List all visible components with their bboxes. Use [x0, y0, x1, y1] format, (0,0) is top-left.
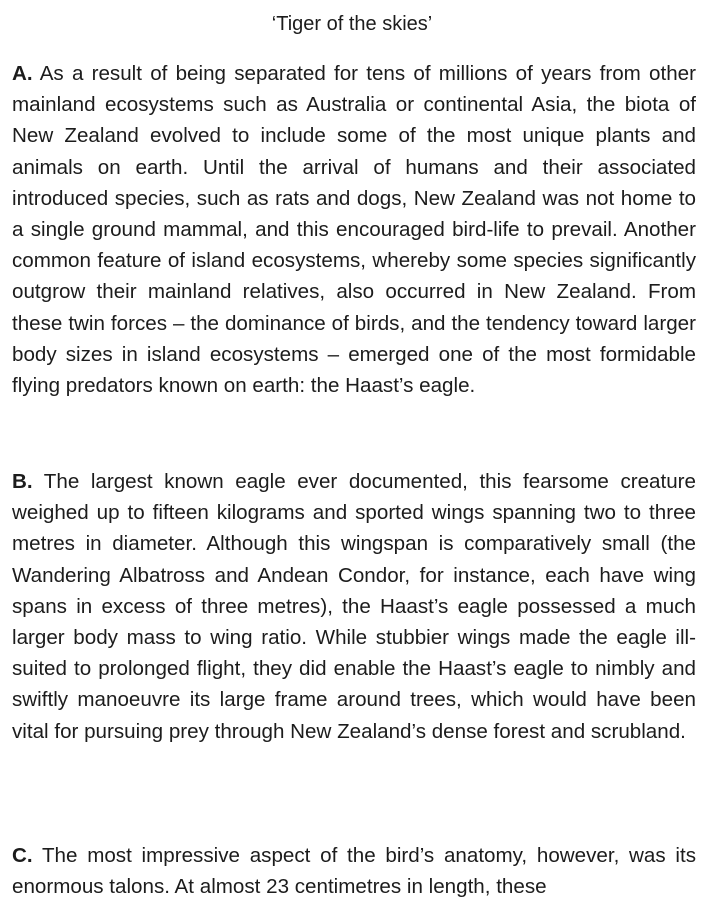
paragraph-text: The largest known eagle ever documented, this fearsome creature weighed up to fifteen kilograms and sported wings spanning two to three metres in diameter. Although this wingspan is comparatively small (the Wandering Albatross and Andean Condor, for instance, each have wing spans in excess of three metres), the Haast’s eagle possessed a much larger body mass to wing ratio. While stubbier wings made the eagle ill-suited to prolonged flight, they did enable the Haast’s eagle to nimbly and swiftly manoeuvre its large frame around trees, which would have been vital for pursuing prey through New Zealand’s dense forest and scrubland.: [12, 470, 696, 743]
paragraph-a: [12, 58, 696, 401]
paragraph-letter: B.: [12, 470, 33, 493]
page-title: ‘Tiger of the skies’: [271, 13, 433, 35]
paragraph-text: As a result of being separated for tens of millions of years from other mainland ecosystems such as Australia or continental Asia, the biota of New Zealand evolved to include some of the most unique plants and animals on earth. Until the arrival of humans and their associated introduced species, such as rats and dogs, New Zealand was not home to a single ground mammal, and this encouraged bird-life to prevail. Another common feature of island ecosystems, whereby some species significantly outgrow their mainland relatives, also occurred in New Zealand. From these twin forces – the dominance of birds, and the tendency toward larger body sizes in island ecosystems – emerged one of the most formidable flying predators known on earth: the Haast’s eagle.: [12, 62, 696, 398]
paragraph-text: The most impressive aspect of the bird’s anatomy, however, was its enormous talons. At almost 23 centimetres in length, these: [12, 844, 696, 899]
paragraph-b: [12, 466, 696, 747]
paragraph-letter: A.: [12, 62, 33, 85]
paragraph-c: [12, 840, 696, 902]
paragraph-letter: C.: [12, 844, 33, 867]
